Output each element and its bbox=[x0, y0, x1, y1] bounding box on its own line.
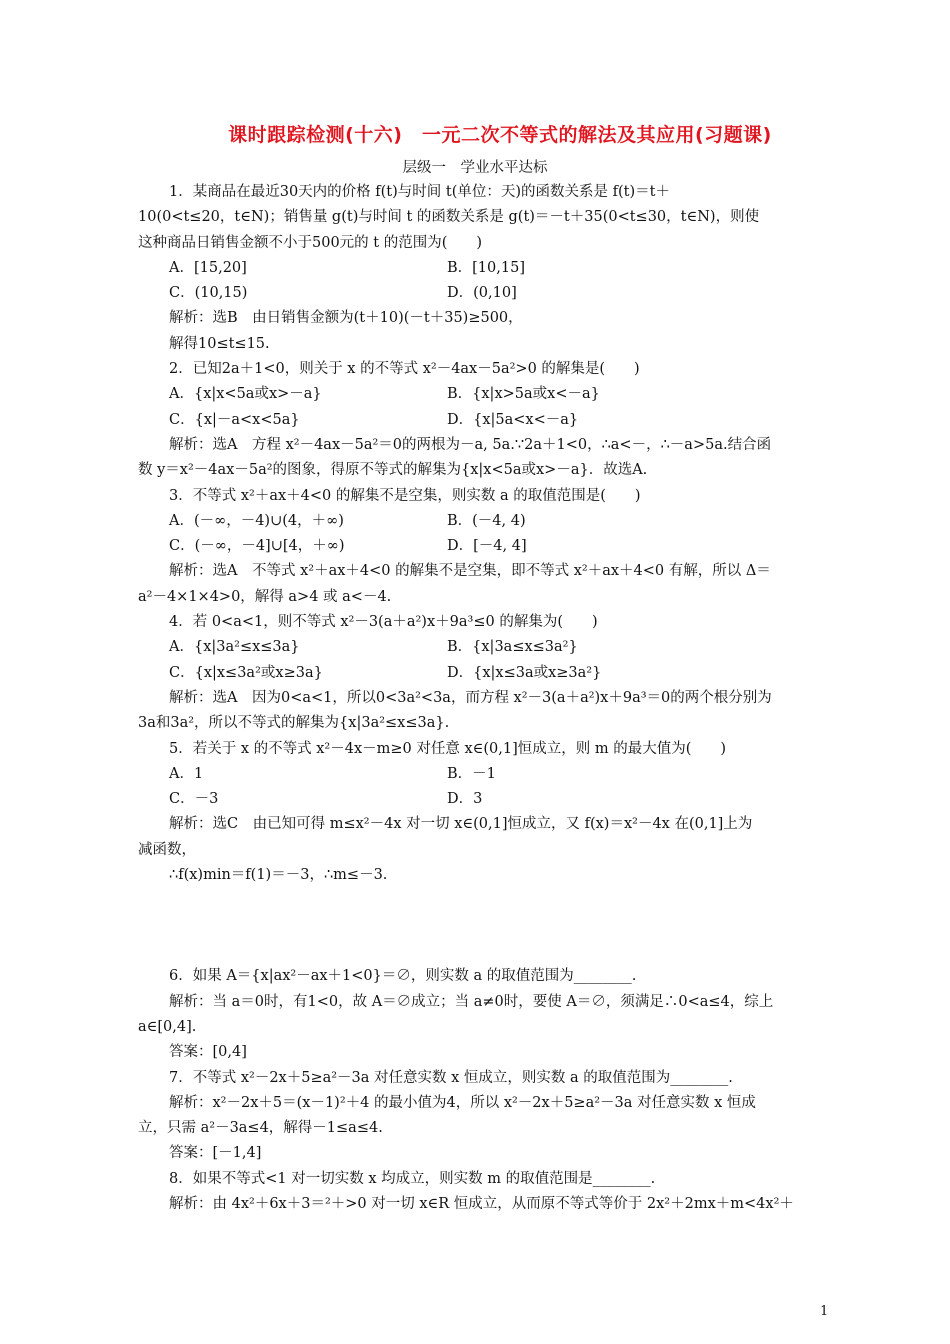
text-line: 解得10≤t≤15. bbox=[169, 335, 270, 352]
page-number: 1 bbox=[820, 1304, 829, 1319]
text-line: 解析：选C 由已知可得 m≤x²－4x 对一切 x∈(0,1]恒成立，又 f(x)＝x²－4x 在(0,1]上为 bbox=[169, 816, 753, 833]
document-body bbox=[138, 180, 816, 1217]
option-d: D．{x|5a<x<－a} bbox=[447, 411, 579, 428]
option-b: B．－1 bbox=[447, 765, 496, 782]
text-line: 解析：x²－2x＋5＝(x－1)²＋4 的最小值为4，所以 x²－2x＋5≥a²－3a 对任意实数 x 恒成 bbox=[169, 1094, 756, 1111]
text-line: 4．若 0<a<1，则不等式 x²－3(a＋a²)x＋9a³≤0 的解集为( ) bbox=[169, 614, 598, 631]
option-d: D．{x|x≤3a或x≥3a²} bbox=[447, 664, 602, 681]
option-d: D．[－4, 4] bbox=[447, 538, 527, 555]
text-line: 解析：当 a＝0时，有1<0，故 A＝∅成立；当 a≠0时，要使 A＝∅，须满足∴0<a≤4，综上 bbox=[169, 993, 774, 1010]
text-line: 6．如果 A＝{x|ax²－ax＋1<0}＝∅，则实数 a 的取值范围为________. bbox=[169, 968, 637, 985]
option-a: A．[15,20] bbox=[169, 259, 247, 276]
text-line: 解析：选A 因为0<a<1，所以0<3a²<3a，而方程 x²－3(a＋a²)x＋9a³＝0的两个根分别为 bbox=[169, 689, 772, 706]
option-d: D．3 bbox=[447, 791, 483, 808]
text-line: 答案：[0,4] bbox=[169, 1044, 247, 1061]
text-line: 解析：由 4x²＋6x＋3＝²＋>0 对一切 x∈R 恒成立，从而原不等式等价于 2x²＋2mx＋m<4x²＋ bbox=[169, 1195, 794, 1212]
option-a: A．{x|3a²≤x≤3a} bbox=[169, 639, 300, 656]
section-subtitle: 层级一 学业水平达标 bbox=[402, 160, 548, 176]
text-line: 解析：选A 不等式 x²＋ax＋4<0 的解集不是空集，即不等式 x²＋ax＋4<0 有解，所以 Δ＝ bbox=[169, 563, 771, 580]
text-line: 10(0<t≤20，t∈N)；销售量 g(t)与时间 t 的函数关系是 g(t)＝－t＋35(0<t≤30，t∈N)，则使 bbox=[138, 209, 760, 226]
option-row bbox=[138, 281, 816, 306]
option-c: C．(10,15) bbox=[169, 285, 248, 302]
text-line: 8．如果不等式<1 对一切实数 x 均成立，则实数 m 的取值范围是________. bbox=[169, 1170, 656, 1187]
text-line: a²－4×1×4>0，解得 a>4 或 a<－4. bbox=[138, 588, 392, 605]
option-row bbox=[138, 635, 816, 660]
text-line: 解析：选B 由日销售金额为(t＋10)(－t＋35)≥500， bbox=[169, 310, 523, 327]
option-c: C．{x|x≤3a²或x≥3a} bbox=[169, 664, 323, 681]
text-line: a∈[0,4]. bbox=[138, 1018, 197, 1035]
blank-space bbox=[138, 888, 816, 964]
text-line: ∴f(x)min＝f(1)＝－3，∴m≤－3. bbox=[169, 867, 388, 884]
option-row bbox=[138, 661, 816, 686]
option-c: C．－3 bbox=[169, 791, 219, 808]
option-row bbox=[138, 509, 816, 534]
text-line: 答案：[－1,4] bbox=[169, 1145, 262, 1162]
option-b: B．{x|3a≤x≤3a²} bbox=[447, 639, 578, 656]
option-row bbox=[138, 787, 816, 812]
text-line: 3．不等式 x²＋ax＋4<0 的解集不是空集，则实数 a 的取值范围是( ) bbox=[169, 487, 641, 504]
text-line: 减函数， bbox=[138, 841, 196, 858]
option-c: C．(－∞，－4]∪[4，＋∞) bbox=[169, 538, 345, 555]
text-line: 1．某商品在最近30天内的价格 f(t)与时间 t(单位：天)的函数关系是 f(t)＝t＋ bbox=[169, 184, 670, 200]
page-title: 课时跟踪检测(十六) 一元二次不等式的解法及其应用(习题课) bbox=[228, 124, 772, 146]
option-row bbox=[138, 382, 816, 407]
text-line: 7．不等式 x²－2x＋5≥a²－3a 对任意实数 x 恒成立，则实数 a 的取值范围为________. bbox=[169, 1069, 733, 1086]
option-c: C．{x|－a<x<5a} bbox=[169, 411, 300, 428]
option-row bbox=[138, 256, 816, 281]
option-a: A．{x|x<5a或x>－a} bbox=[169, 386, 322, 403]
option-row bbox=[138, 534, 816, 559]
option-b: B．(－4, 4) bbox=[447, 512, 526, 529]
text-line: 立，只需 a²－3a≤4，解得－1≤a≤4. bbox=[138, 1120, 383, 1137]
text-line: 3a和3a²，所以不等式的解集为{x|3a²≤x≤3a}. bbox=[138, 715, 450, 732]
option-d: D．(0,10] bbox=[447, 285, 517, 302]
option-row bbox=[138, 762, 816, 787]
text-line: 5．若关于 x 的不等式 x²－4x－m≥0 对任意 x∈(0,1]恒成立，则 m 的最大值为( ) bbox=[169, 740, 727, 757]
option-row bbox=[138, 408, 816, 433]
option-a: A．(－∞，－4)∪(4，＋∞) bbox=[169, 512, 344, 529]
text-line: 这种商品日销售金额不小于500元的 t 的范围为( ) bbox=[138, 234, 483, 251]
text-line: 解析：选A 方程 x²－4ax－5a²＝0的两根为－a, 5a.∵2a＋1<0，∴a<－，∴－a>5a.结合函 bbox=[169, 436, 772, 453]
text-line: 2．已知2a＋1<0，则关于 x 的不等式 x²－4ax－5a²>0 的解集是( ) bbox=[169, 361, 640, 378]
option-b: B．{x|x>5a或x<－a} bbox=[447, 386, 600, 403]
option-a: A．1 bbox=[169, 765, 204, 782]
text-line: 数 y＝x²－4ax－5a²的图象，得原不等式的解集为{x|x<5a或x>－a}．故选A. bbox=[138, 462, 648, 479]
option-b: B．[10,15] bbox=[447, 259, 525, 276]
